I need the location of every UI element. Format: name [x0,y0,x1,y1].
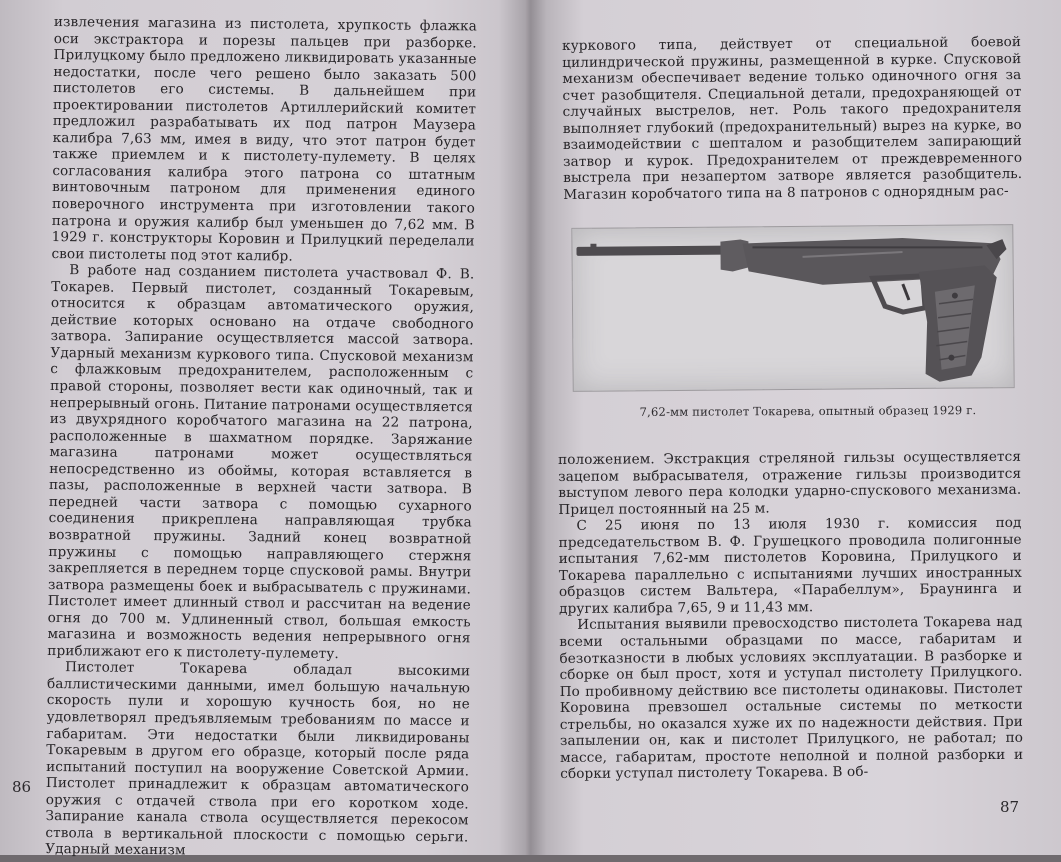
figure-caption: 7,62-мм пистолет Токарева, опытный образец 1929 г. [639,403,977,419]
left-paragraph-1: извлечения магазина из пистолета, хрупкость флажка оси экстрактора и порезы пальцев при разборке. Прилуцкому было предложено ликвидировать указанные недостатки, после чего решено было заказать 500 пистолетов его системы. В дальнейшем при проектировании пистолетов Артиллерийский комитет предложил разрабатывать их под патрон Маузера калибра 7,63 мм, имея в виду, что этот патрон будет также приемлем и к пистолету-пулемету. В целях согласования калибра этого патрона со штатным винтовочным патроном для применения единого поверочного инструмента при изготовлении такого патрона и оружия калибр был уменьшен до 7,62 мм. В 1929 г. конструкторы Коровин и Прилуцкий переделали свои пистолеты под этот калибр. [51,14,477,265]
left-page-text [45,14,477,862]
left-paragraph-2: В работе над созданием пистолета участвовал Ф. В. Токарев. Первый пистолет, созданный Токаревым, относится к образцам автоматического оружия, действие которых основано на отдаче свободного затвора. Запирание осуществляется массой затвора. Ударный механизм куркового типа. Спусковой механизм с флажковым предохранителем, расположенным с правой стороны, позволяет вести как одиночный, так и непрерывный огонь. Питание патронами осуществляется из двухрядного коробчатого магазина на 22 патрона, расположенные в шахматном порядке. Заряжание магазина патронами может осуществляться непосредственно из обоймы, которая вставляется в пазы, расположенные в верхней части затвора. В передней части затвора с помощью сухарного соединения прикреплена направляющая трубка возвратной пружины. Задний конец возвратной пружины с помощью направляющего стержня закрепляется в переднем торце спусковой рамы. Внутри затвора размещены боек и выбрасыватель с пружинами. Пистолет имеет длинный ствол и рассчитан на ведение огня до 700 м. Удлиненный ствол, большая емкость магазина и возможность ведения непрерывного огня приближают его к пистолету-пулемету. [47,262,475,662]
pistol-illustration [572,225,1013,391]
right-page-top-text [562,34,1022,203]
right-page [530,0,1061,855]
left-page-number: 86 [12,778,32,796]
right-paragraph-4: Испытания выявили превосходство пистолета Токарева над всеми остальными образцами по массе, габаритам и безотказности в любых условиях эксплуатации. В разборке и сборке он был прост, хотя и уступал пистолету Прилуцкого. По пробивному действию все пистолеты одинаковы. Пистолет Коровина превзошел остальные системы по меткости стрельбы, но оказался хуже их по надежности действия. При запылении он, как и пистолет Прилуцкого, не работал; по массе, габаритам, простоте неполной и полной разборки и сборки уступал пистолету Токарева. В об- [559,614,1024,783]
left-paragraph-3: Пистолет Токарева обладал высокими баллистическими данными, имел большую начальную скорость пули и хорошую кучность боя, но не удовлетворял предъявляемым требованиям по массе и габаритам. Эти недостатки были ликвидированы Токаревым в другом его образце, который после ряда испытаний поступил на вооружение Советской Армии. Пистолет принадлежит к образцам автоматического оружия с отдачей ствола при его коротком ходе. Запирание канала ствола осуществляется перекосом ствола в вертикальной плоскости с помощью серьги. Ударный механизм [45,659,471,859]
left-page [0,0,520,859]
right-paragraph-1: куркового типа, действует от специальной боевой цилиндрической пружины, размещенной в курке. Спусковой механизм обеспечивает ведение только одиночного огня за счет разобщителя. Специальной детали, предохраняющей от случайных выстрелов, нет. Роль такого предохранителя выполняет глубокий (предохранительный) вырез на курке, во взаимодействии с шепталом и разобщителем запирающий затвор и курок. Предохранителем от преждевременного выстрела при незапертом затворе является разобщитель. Магазин коробчатого типа на 8 патронов с однорядным рас- [562,33,1023,203]
right-paragraph-3: С 25 июня по 13 июля 1930 г. комиссия под председательством В. Ф. Грушецкого проводила полигонные испытания 7,62-мм пистолетов Коровина, Прилуцкого и Токарева параллельно с испытаниями лучших иностранных образцов систем Вальтера, «Парабеллум», Браунинга и других калибра 7,65, 9 и 11,43 мм. [558,514,1023,617]
pistol-photograph [571,224,1014,392]
right-paragraph-2: положением. Экстракция стреляной гильзы осуществляется зацепом выбрасывателя, отражение гильзы производится выступом левого пера колодки ударно-спускового механизма. Прицел постоянный на 25 м. [558,448,1022,518]
right-page-bottom-text [558,449,1023,783]
right-page-number: 87 [1000,798,1020,816]
